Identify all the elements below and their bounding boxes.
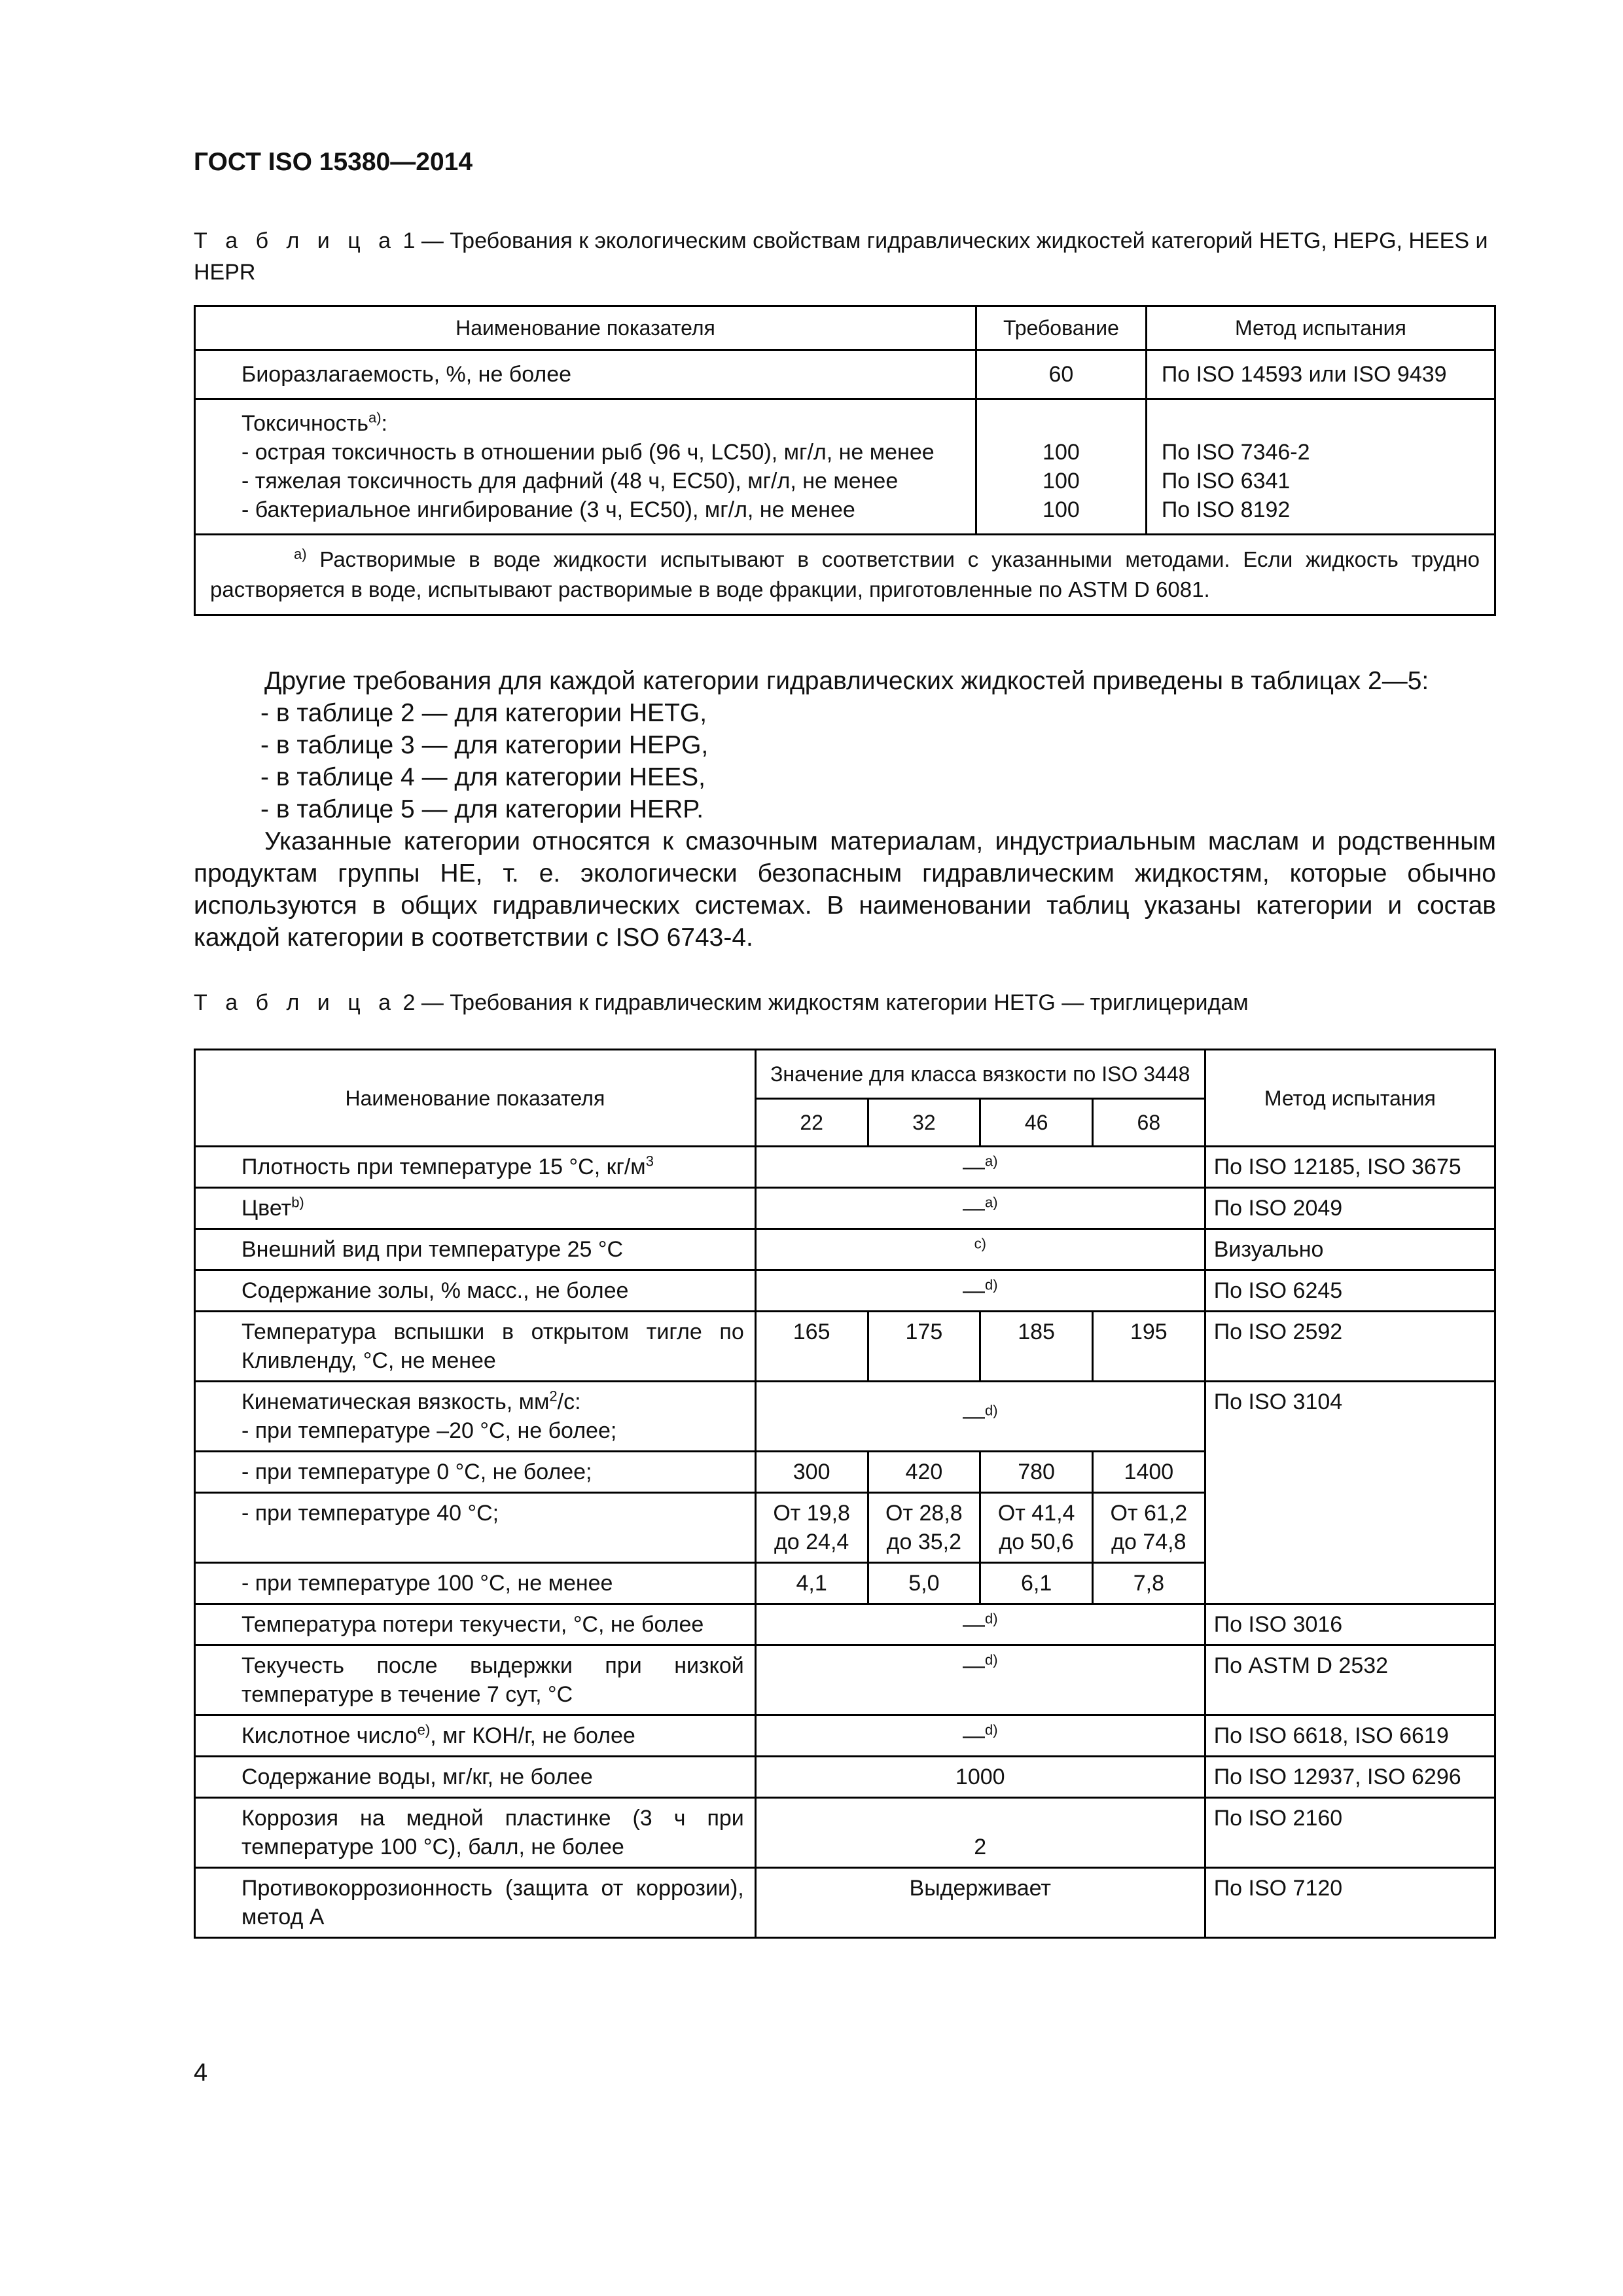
visc40-32 — [868, 1493, 980, 1563]
flash-46: 185 — [980, 1312, 1093, 1382]
visc0-46: 780 — [980, 1452, 1093, 1493]
page-number: 4 — [194, 2059, 208, 2087]
table2-header-row — [195, 1050, 1495, 1099]
acid-method: По ISO 6618, ISO 6619 — [1205, 1715, 1495, 1757]
anticorr-method: По ISO 7120 — [1205, 1868, 1495, 1938]
toxicity-bacteria-name: - бактериальное ингибирование (3 ч, EC50), мг/л, не менее — [241, 497, 855, 522]
viscosity-minus20-value — [755, 1382, 1205, 1452]
copper-value: 2 — [755, 1798, 1205, 1868]
acid-name-sup: e) — [417, 1721, 431, 1738]
table1-col-method: Метод испытания — [1146, 306, 1495, 350]
flash-22: 165 — [755, 1312, 868, 1382]
table1-caption-text: 1 — Требования к экологическим свойствам гидравлических жидкостей категорий HETG, HEPG, HEES и HEPR — [194, 228, 1488, 285]
biodeg-name: Биоразлагаемость, %, не более — [195, 350, 976, 399]
row-acid — [195, 1715, 1495, 1757]
color-method: По ISO 2049 — [1205, 1188, 1495, 1229]
fluidity-value — [755, 1645, 1205, 1715]
row-fluidity — [195, 1645, 1495, 1715]
flash-method: По ISO 2592 — [1205, 1312, 1495, 1382]
table2-col-value: Значение для класса вязкости по ISO 3448 — [755, 1050, 1205, 1099]
table1-footnote-row — [195, 535, 1495, 615]
visc40-68-to: до 74,8 — [1111, 1530, 1186, 1554]
toxicity-names — [195, 399, 976, 535]
visc40-46-from: От 41,4 — [997, 1501, 1075, 1526]
table2-caption — [194, 987, 1496, 1018]
row-color — [195, 1188, 1495, 1229]
body-list-item-3: - в таблице 3 — для категории HEPG, — [260, 731, 709, 759]
class-22: 22 — [755, 1099, 868, 1147]
row-copper — [195, 1798, 1495, 1868]
toxicity-daphnia-method: По ISO 6341 — [1161, 469, 1291, 493]
class-68: 68 — [1092, 1099, 1205, 1147]
visc40-68-from: От 61,2 — [1110, 1501, 1188, 1526]
fluidity-dash: — — [962, 1653, 985, 1678]
toxicity-fish-method: По ISO 7346-2 — [1161, 440, 1310, 465]
row-viscosity-title — [195, 1382, 1495, 1452]
ash-dash: — — [962, 1278, 985, 1303]
viscosity-dash: — — [962, 1404, 985, 1429]
density-name-sup: 3 — [645, 1153, 654, 1170]
density-value — [755, 1147, 1205, 1188]
acid-dash: — — [962, 1723, 985, 1748]
table1-row-toxicity — [195, 399, 1495, 535]
visc40-22 — [755, 1493, 868, 1563]
appearance-sup: c) — [974, 1235, 986, 1252]
table1-caption-prefix: Т а б л и ц а — [194, 228, 397, 253]
table2-col-name: Наименование показателя — [195, 1050, 756, 1147]
document-header: ГОСТ ISO 15380—2014 — [194, 148, 473, 176]
body-paragraph: Указанные категории относятся к смазочным материалам, индустриальным маслам и родственным продуктам группы HE, т. е. экологически безопасным гидравлическим жидкостям, которые обычно используются в общих гидравлических системах. В наименовании таблиц указаны категории и состав каждой категории в соответствии с ISO 6743-4. — [194, 827, 1496, 952]
table2-caption-text: 2 — Требования к гидравлическим жидкостям категории HETG — триглицеридам — [397, 990, 1249, 1015]
row-flash — [195, 1312, 1495, 1382]
viscosity-title-text-b: /с: — [557, 1390, 581, 1414]
pour-value — [755, 1604, 1205, 1645]
fluidity-method: По ASTM D 2532 — [1205, 1645, 1495, 1715]
visc100-22: 4,1 — [755, 1563, 868, 1604]
water-method: По ISO 12937, ISO 6296 — [1205, 1757, 1495, 1798]
visc40-68 — [1092, 1493, 1205, 1563]
color-sup: a) — [984, 1194, 998, 1211]
toxicity-fish-req: 100 — [1043, 440, 1080, 465]
table1-row-biodeg — [195, 350, 1495, 399]
toxicity-title-end: : — [381, 411, 387, 436]
acid-name-a: Кислотное число — [241, 1723, 418, 1748]
body-text — [194, 665, 1496, 954]
table1-col-name: Наименование показателя — [195, 306, 976, 350]
ash-method: По ISO 6245 — [1205, 1270, 1495, 1312]
class-46: 46 — [980, 1099, 1093, 1147]
density-sup: a) — [984, 1153, 998, 1170]
toxicity-daphnia-name: - тяжелая токсичность для дафний (48 ч, EC50), мг/л, не менее — [241, 469, 899, 493]
color-name-text: Цвет — [241, 1196, 292, 1221]
visc40-22-from: От 19,8 — [773, 1501, 850, 1526]
toxicity-fish-name: - острая токсичность в отношении рыб (96 ч, LC50), мг/л, не менее — [241, 440, 935, 465]
pour-name: Температура потери текучести, °С, не более — [195, 1604, 756, 1645]
acid-name-b: , мг КОН/г, не более — [430, 1723, 635, 1748]
visc100-68: 7,8 — [1092, 1563, 1205, 1604]
density-name-text: Плотность при температуре 15 °С, кг/м — [241, 1155, 646, 1179]
toxicity-bacteria-method: По ISO 8192 — [1161, 497, 1291, 522]
visc100-name: - при температуре 100 °С, не менее — [195, 1563, 756, 1604]
flash-32: 175 — [868, 1312, 980, 1382]
visc40-32-from: От 28,8 — [885, 1501, 963, 1526]
row-ash — [195, 1270, 1495, 1312]
table1-col-req: Требование — [976, 306, 1146, 350]
fluidity-sup: d) — [984, 1651, 998, 1668]
density-method: По ISO 12185, ISO 3675 — [1205, 1147, 1495, 1188]
toxicity-bacteria-req: 100 — [1043, 497, 1080, 522]
density-name — [195, 1147, 756, 1188]
acid-value — [755, 1715, 1205, 1757]
toxicity-sup: a) — [368, 409, 382, 426]
color-name — [195, 1188, 756, 1229]
fluidity-name: Текучесть после выдержки при низкой температуре в течение 7 сут, °С — [195, 1645, 756, 1715]
table1-header-row — [195, 306, 1495, 350]
row-anticorr — [195, 1868, 1495, 1938]
viscosity-sup: d) — [984, 1402, 998, 1419]
visc0-68: 1400 — [1092, 1452, 1205, 1493]
visc40-name: - при температуре 40 °С; — [195, 1493, 756, 1563]
body-list-item-5: - в таблице 5 — для категории HERP. — [260, 795, 704, 823]
table2-col-method: Метод испытания — [1205, 1050, 1495, 1147]
visc40-46-to: до 50,6 — [999, 1530, 1074, 1554]
visc40-32-to: до 35,2 — [886, 1530, 962, 1554]
toxicity-methods — [1146, 399, 1495, 535]
flash-68: 195 — [1092, 1312, 1205, 1382]
visc0-32: 420 — [868, 1452, 980, 1493]
visc40-22-to: до 24,4 — [774, 1530, 849, 1554]
row-density — [195, 1147, 1495, 1188]
appearance-method: Визуально — [1205, 1229, 1495, 1270]
water-name: Содержание воды, мг/кг, не более — [195, 1757, 756, 1798]
color-value — [755, 1188, 1205, 1229]
viscosity-title-sup: 2 — [549, 1388, 558, 1405]
visc100-46: 6,1 — [980, 1563, 1093, 1604]
ash-name: Содержание золы, % масс., не более — [195, 1270, 756, 1312]
table1-footnote — [195, 535, 1495, 615]
toxicity-reqs — [976, 399, 1146, 535]
row-pour — [195, 1604, 1495, 1645]
color-name-sup: b) — [291, 1194, 304, 1211]
flash-name: Температура вспышки в открытом тигле по Кливленду, °С, не менее — [195, 1312, 756, 1382]
toxicity-daphnia-req: 100 — [1043, 469, 1080, 493]
ash-value — [755, 1270, 1205, 1312]
pour-method: По ISO 3016 — [1205, 1604, 1495, 1645]
visc100-32: 5,0 — [868, 1563, 980, 1604]
viscosity-minus20-name: - при температуре –20 °С, не более; — [241, 1418, 617, 1443]
visc0-22: 300 — [755, 1452, 868, 1493]
appearance-value — [755, 1229, 1205, 1270]
table2-caption-prefix: Т а б л и ц а — [194, 990, 397, 1015]
table2 — [194, 1049, 1496, 1939]
appearance-name: Внешний вид при температуре 25 °С — [195, 1229, 756, 1270]
viscosity-title-name — [195, 1382, 756, 1452]
body-intro: Другие требования для каждой категории гидравлических жидкостей приведены в таблицах 2—5: — [264, 667, 1429, 695]
density-dash: — — [962, 1155, 985, 1179]
row-appearance — [195, 1229, 1495, 1270]
copper-name: Коррозия на медной пластинке (3 ч при температуре 100 °С), балл, не более — [195, 1798, 756, 1868]
body-list-item-2: - в таблице 2 — для категории HETG, — [260, 699, 707, 727]
pour-dash: — — [962, 1612, 985, 1637]
footnote-text: Растворимые в воде жидкости испытывают в соответствии с указанными методами. Если жидкость трудно растворяется в воде, испытывают растворимые в воде фракции, приготовленные по ASTM D 6081. — [210, 547, 1480, 601]
pour-sup: d) — [984, 1610, 998, 1627]
biodeg-req: 60 — [976, 350, 1146, 399]
copper-method: По ISO 2160 — [1205, 1798, 1495, 1868]
visc40-46 — [980, 1493, 1093, 1563]
color-dash: — — [962, 1196, 985, 1221]
viscosity-title-text-a: Кинематическая вязкость, мм — [241, 1390, 550, 1414]
body-list-item-4: - в таблице 4 — для категории HEES, — [260, 763, 705, 791]
row-water — [195, 1757, 1495, 1798]
acid-sup: d) — [984, 1721, 998, 1738]
water-value: 1000 — [755, 1757, 1205, 1798]
acid-name — [195, 1715, 756, 1757]
viscosity-method: По ISO 3104 — [1205, 1382, 1495, 1604]
footnote-mark: a) — [294, 546, 307, 562]
anticorr-name: Противокоррозионность (защита от коррозии), метод А — [195, 1868, 756, 1938]
class-32: 32 — [868, 1099, 980, 1147]
table1 — [194, 305, 1496, 616]
table1-caption — [194, 225, 1496, 288]
ash-sup: d) — [984, 1276, 998, 1293]
anticorr-value: Выдерживает — [755, 1868, 1205, 1938]
visc0-name: - при температуре 0 °С, не более; — [195, 1452, 756, 1493]
biodeg-method: По ISO 14593 или ISO 9439 — [1146, 350, 1495, 399]
toxicity-title: Токсичность — [241, 411, 368, 436]
